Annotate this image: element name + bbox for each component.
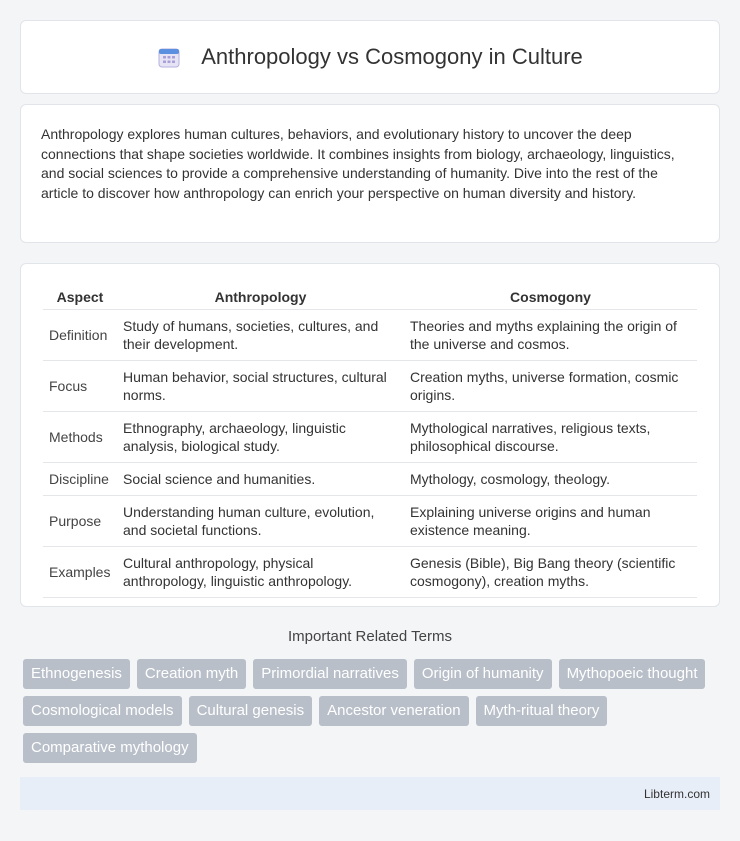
table-row (43, 496, 697, 547)
title-card (20, 20, 720, 94)
table-row (43, 361, 697, 412)
footer (20, 777, 720, 810)
tag-ethnogenesis[interactable]: Ethnogenesis (23, 659, 130, 689)
row-cosmogony: Creation myths, universe formation, cosmic origins. (404, 361, 697, 412)
tag-cultural-genesis[interactable]: Cultural genesis (189, 696, 313, 726)
header-anthropology: Anthropology (117, 285, 404, 310)
table-row (43, 547, 697, 598)
header-cosmogony: Cosmogony (404, 285, 697, 310)
row-cosmogony: Theories and myths explaining the origin of the universe and cosmos. (404, 310, 697, 361)
row-aspect: Examples (43, 547, 117, 598)
header-aspect: Aspect (43, 285, 117, 310)
row-aspect: Definition (43, 310, 117, 361)
intro-text: Anthropology explores human cultures, behaviors, and evolutionary history to uncover the deep connections that shape societies worldwide. It combines insights from biology, archaeology, linguistics, and social sciences to provide a comprehensive understanding of humanity. Dive into the rest of the article to discover how anthropology can enrich your perspective on human diversity and history. (41, 126, 675, 201)
row-cosmogony: Mythological narratives, religious texts, philosophical discourse. (404, 412, 697, 463)
tag-mythopoeic-thought[interactable]: Mythopoeic thought (559, 659, 706, 689)
row-anthropology: Study of humans, societies, cultures, and their development. (117, 310, 404, 361)
footer-site-link[interactable]: Libterm.com (643, 786, 710, 801)
related-terms-tags (23, 659, 723, 763)
table-row (43, 412, 697, 463)
row-cosmogony: Mythology, cosmology, theology. (404, 463, 697, 496)
tag-comparative-mythology[interactable]: Comparative mythology (23, 733, 197, 763)
intro-card (20, 104, 720, 243)
comparison-table-card (20, 263, 720, 607)
row-aspect: Purpose (43, 496, 117, 547)
row-anthropology: Cultural anthropology, physical anthropology, linguistic anthropology. (117, 547, 404, 598)
row-aspect: Methods (43, 412, 117, 463)
table-header-row (43, 285, 697, 310)
tag-creation-myth[interactable]: Creation myth (137, 659, 246, 689)
row-cosmogony: Genesis (Bible), Big Bang theory (scientific cosmogony), creation myths. (404, 547, 697, 598)
row-cosmogony: Explaining universe origins and human existence meaning. (404, 496, 697, 547)
tag-origin-of-humanity[interactable]: Origin of humanity (414, 659, 552, 689)
row-aspect: Discipline (43, 463, 117, 496)
row-anthropology: Understanding human culture, evolution, and societal functions. (117, 496, 404, 547)
row-anthropology: Ethnography, archaeology, linguistic analysis, biological study. (117, 412, 404, 463)
calendar-icon (157, 45, 181, 69)
row-aspect: Focus (43, 361, 117, 412)
table-row (43, 310, 697, 361)
row-anthropology: Social science and humanities. (117, 463, 404, 496)
related-terms-title: Important Related Terms (288, 628, 452, 645)
tag-myth-ritual-theory[interactable]: Myth-ritual theory (476, 696, 608, 726)
tag-primordial-narratives[interactable]: Primordial narratives (253, 659, 407, 689)
page-title: Anthropology vs Cosmogony in Culture (201, 44, 583, 69)
tag-cosmological-models[interactable]: Cosmological models (23, 696, 182, 726)
table-row (43, 463, 697, 496)
comparison-table (43, 285, 697, 598)
tag-ancestor-veneration[interactable]: Ancestor veneration (319, 696, 468, 726)
row-anthropology: Human behavior, social structures, cultural norms. (117, 361, 404, 412)
